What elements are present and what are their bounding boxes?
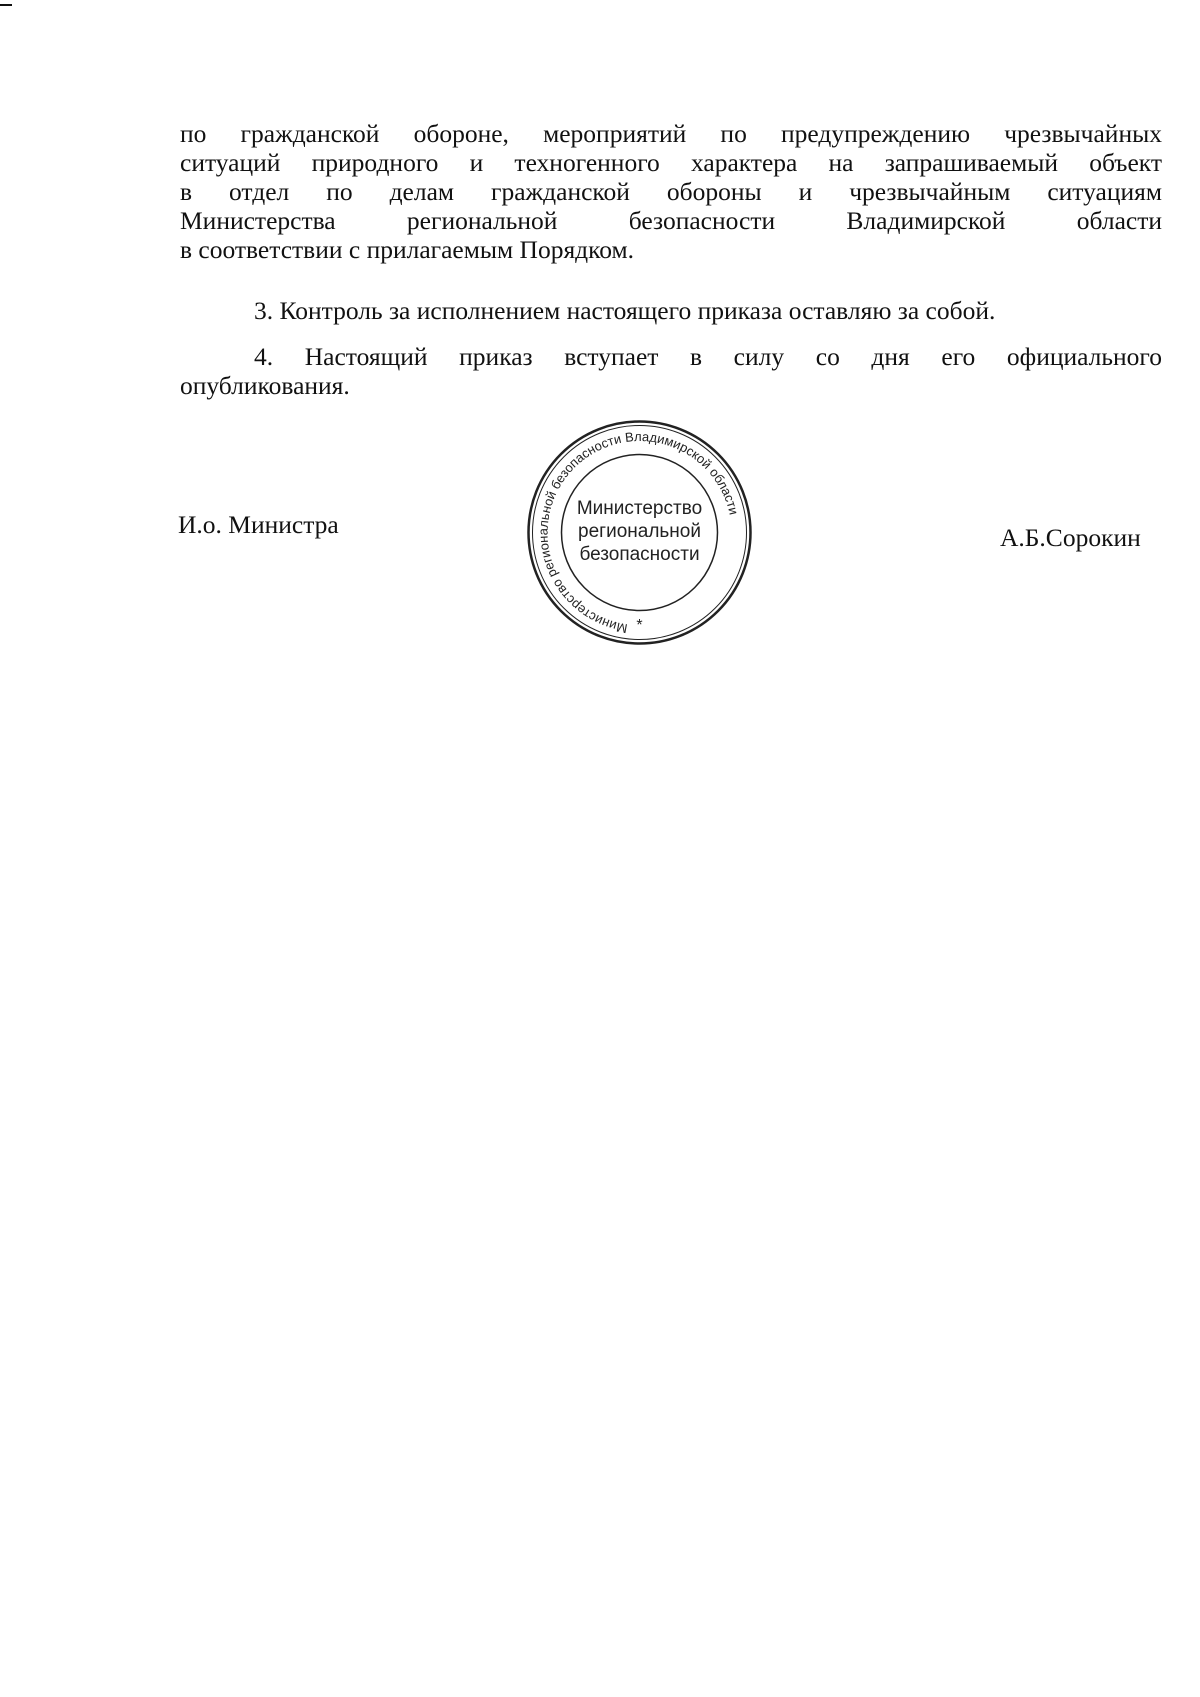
seal-star: * bbox=[636, 617, 643, 634]
seal-center-line: безопасности bbox=[579, 544, 700, 565]
official-seal-stamp bbox=[517, 415, 762, 650]
signature-role: И.о. Министра bbox=[178, 510, 339, 539]
signatory-name: А.Б.Сорокин bbox=[1000, 523, 1141, 552]
paragraph-line: ситуаций природного и техногенного характера на запрашиваемый объект bbox=[180, 148, 1162, 177]
paragraph-line: Министерства региональной безопасности Владимирской области bbox=[180, 206, 1162, 235]
paragraph-line: в отдел по делам гражданской обороны и чрезвычайным ситуациям bbox=[180, 177, 1162, 206]
paragraph-line: по гражданской обороне, мероприятий по предупреждению чрезвычайных bbox=[180, 119, 1162, 148]
seal-center-line: региональной bbox=[578, 521, 701, 542]
item-3-paragraph bbox=[180, 296, 1162, 325]
item-3-text: 3. Контроль за исполнением настоящего приказа оставляю за собой. bbox=[254, 296, 996, 325]
item-4-paragraph bbox=[180, 342, 1162, 400]
scan-corner-mark bbox=[0, 4, 12, 6]
paragraph-line: в соответствии с прилагаемым Порядком. bbox=[180, 235, 635, 264]
item-4-line: 4. Настоящий приказ вступает в силу со дня его официального bbox=[254, 342, 1162, 371]
seal-center-line: Министерство bbox=[576, 498, 703, 519]
seal-ring-text: Министерство региональной безопасности Владимирской области bbox=[535, 428, 742, 637]
item-4-line: опубликования. bbox=[180, 371, 350, 400]
paragraph-continuation bbox=[180, 119, 1162, 264]
